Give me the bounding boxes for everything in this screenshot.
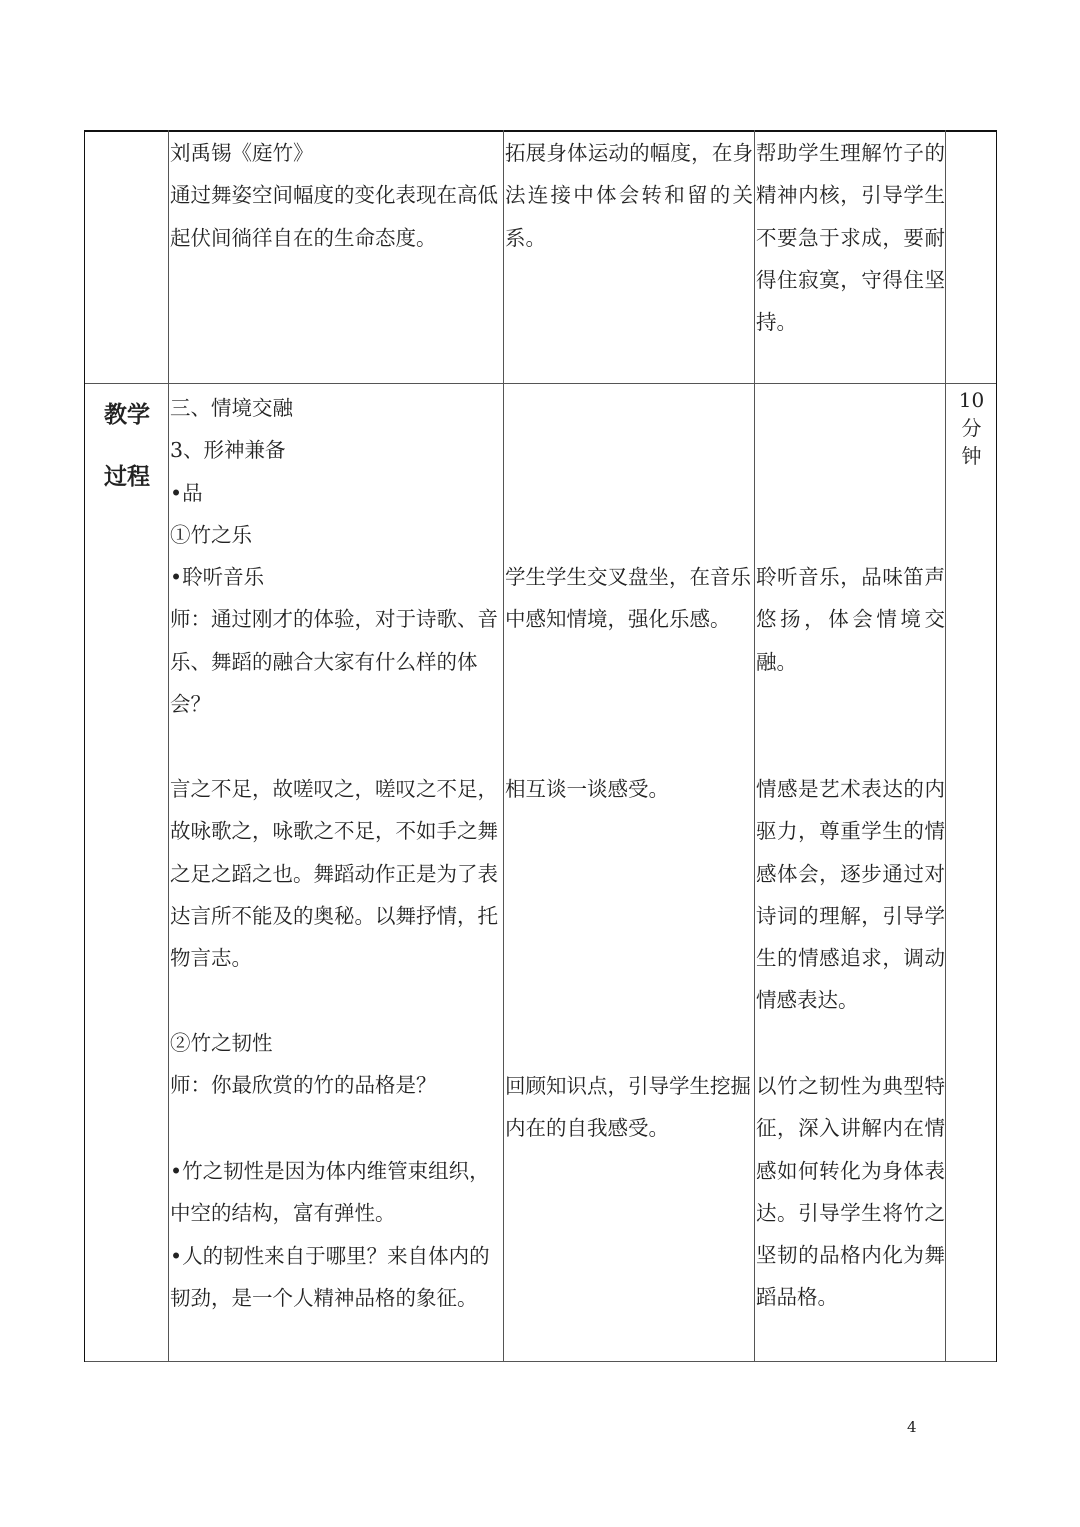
row1-content: 刘禹锡《庭竹》 通过舞姿空间幅度的变化表现在高低起伏间徜徉自在的生命态度。 [170, 141, 498, 250]
col-border-left [84, 130, 85, 1362]
row-divider [84, 383, 997, 384]
col-border-3 [754, 130, 755, 1362]
col-border-2 [503, 130, 504, 1362]
student-block-3: 回顾知识点，引导学生挖掘内在的自我感受。 [505, 1074, 751, 1141]
row1-student-activity: 拓展身体运动的幅度，在身法连接中体会转和留的关系。 [505, 141, 753, 250]
intent-block-2: 情感是艺术表达的内驱力，尊重学生的情感体会，逐步通过对诗词的理解，引导学生的情感追求，调动情感表达。 [756, 777, 945, 1013]
col-border-right [996, 130, 997, 1362]
table-bottom-border [84, 1361, 997, 1362]
content-block-quote: 言之不足，故嗟叹之，嗟叹之不足，故咏歌之，咏歌之不足，不如手之舞之足之蹈之也。舞蹈动作正是为了表达言所不能及的奥秘。以舞抒情，托物言志。 [170, 777, 498, 971]
student-block-1: 学生学生交叉盘坐，在音乐中感知情境，强化乐感。 [505, 565, 751, 632]
col-border-4 [945, 130, 946, 1362]
row1-design-intent: 帮助学生理解竹子的精神内核，引导学生不要急于求成，要耐得住寂寞，守得住坚持。 [756, 141, 945, 335]
row2-time: 10 分 钟 [958, 388, 985, 468]
content-block-toughness: ②竹之韧性 师：你最欣赏的竹的品格是？ [170, 1031, 437, 1098]
row2-label: 教学 过程 [104, 401, 150, 490]
content-block-situation: 三、情境交融 3、形神兼备 •品 ①竹之乐 •聆听音乐 师：通过刚才的体验，对于诗歌、音乐、舞蹈的融合大家有什么样的体会？ [170, 396, 498, 717]
student-block-2: 相互谈一谈感受。 [505, 777, 669, 801]
page-number: 4 [907, 1418, 917, 1436]
intent-block-3: 以竹之韧性为典型特征，深入讲解内在情感如何转化为身体表达。引导学生将竹之坚韧的品格内化为舞蹈品格。 [756, 1074, 945, 1310]
intent-block-1: 聆听音乐，品味笛声悠扬，体会情境交融。 [756, 565, 945, 674]
content-block-toughness-points: •竹之韧性是因为体内维管束组织，中空的结构，富有弹性。 •人的韧性来自于哪里？来自体内的韧劲，是一个人精神品格的象征。 [170, 1159, 490, 1310]
col-border-1 [168, 130, 169, 1362]
